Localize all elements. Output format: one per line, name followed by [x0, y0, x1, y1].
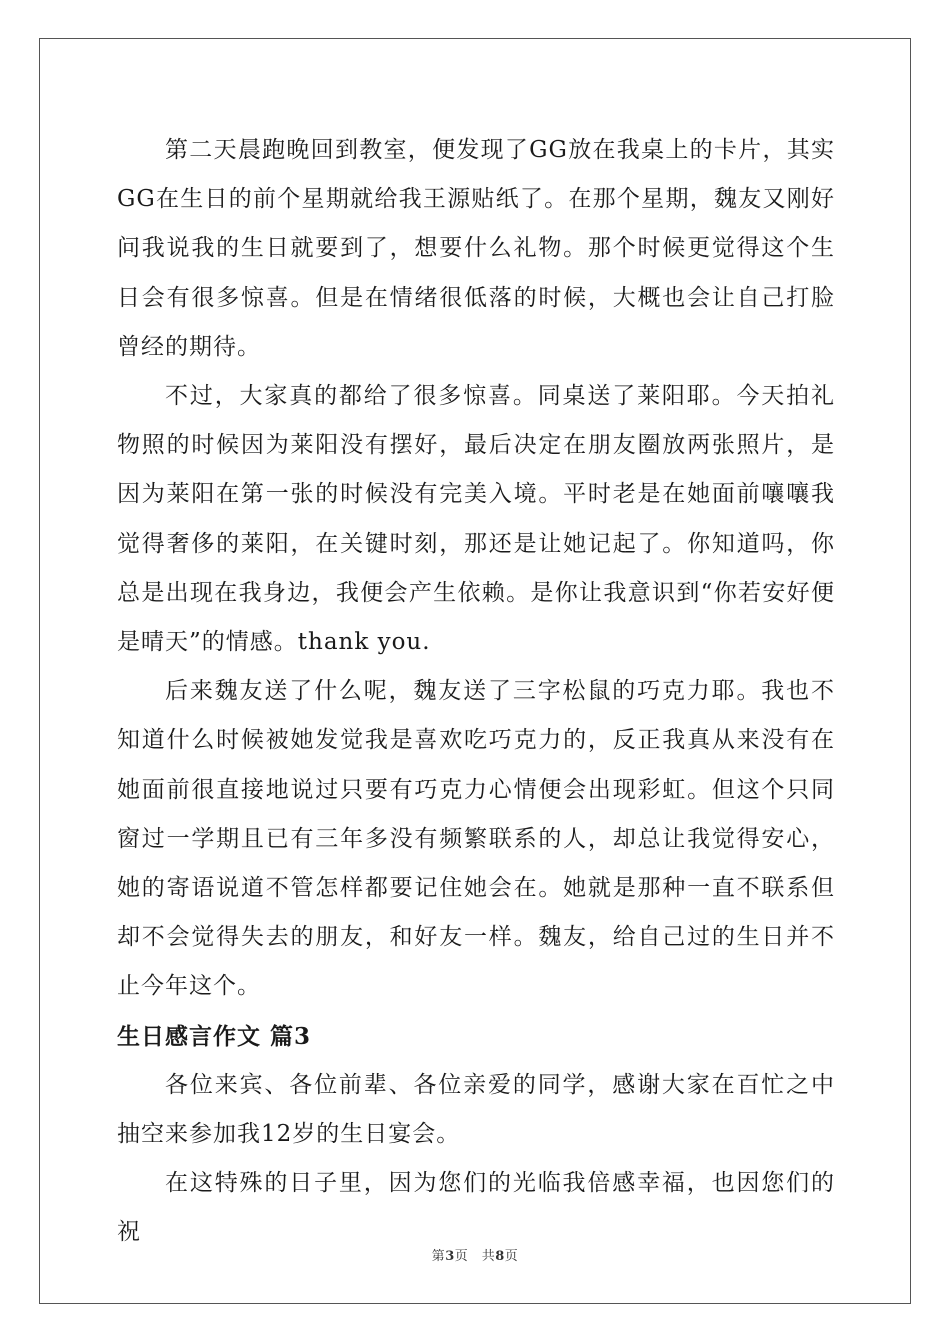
- paragraph: 在这特殊的日子里，因为您们的光临我倍感幸福，也因您们的祝: [117, 1170, 835, 1246]
- footer-middle: 页 共: [454, 1249, 496, 1264]
- paragraph: 第二天晨跑晚回到教室，便发现了GG放在我桌上的卡片，其实GG在生日的前个星期就给我王源贴纸了。在那个星期，魏友又刚好问我说我的生日就要到了，想要什么礼物。那个时候更觉得这个生日会有很多惊喜。但是在情绪很低落的时候，大概也会让自己打脸曾经的期待。: [117, 137, 835, 360]
- document-body: [117, 126, 835, 1258]
- section-heading: 生日感言作文 篇3: [117, 1022, 312, 1050]
- page-footer: [0, 1245, 950, 1264]
- paragraph: 后来魏友送了什么呢，魏友送了三字松鼠的巧克力耶。我也不知道什么时候被她发觉我是喜欢吃巧克力的，反正我真从来没有在她面前很直接地说过只要有巧克力心情便会出现彩虹。但这个只同窗过一学期且已有三年多没有频繁联系的人，却总让我觉得安心，她的寄语说道不管怎样都要记住她会在。她就是那种一直不联系但却不会觉得失去的朋友，和好友一样。魏友，给自己过的生日并不止今年这个。: [117, 678, 835, 1000]
- footer-prefix: 第: [431, 1249, 446, 1264]
- current-page-number: 3: [445, 1249, 455, 1264]
- footer-suffix: 页: [504, 1249, 519, 1264]
- paragraph: 不过，大家真的都给了很多惊喜。同桌送了莱阳耶。今天拍礼物照的时候因为莱阳没有摆好，最后决定在朋友圈放两张照片，是因为莱阳在第一张的时候没有完美入境。平时老是在她面前嚷嚷我觉得奢侈的莱阳，在关键时刻，那还是让她记起了。你知道吗，你总是出现在我身边，我便会产生依赖。是你让我意识到“你若安好便是晴天”的情感。thank you.: [117, 383, 835, 656]
- total-pages-number: 8: [495, 1249, 505, 1264]
- paragraph: 各位来宾、各位前辈、各位亲爱的同学，感谢大家在百忙之中抽空来参加我12岁的生日宴会。: [117, 1071, 835, 1148]
